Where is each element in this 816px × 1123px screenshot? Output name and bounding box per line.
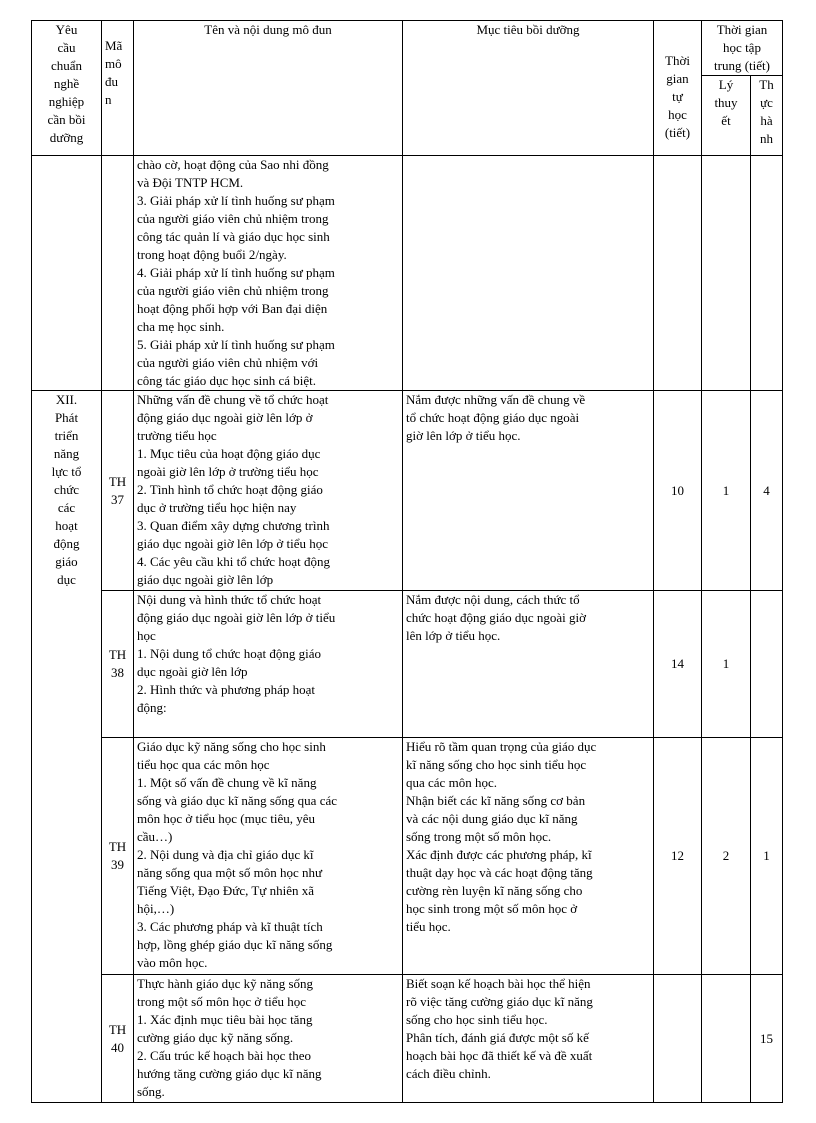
cell-practice: 4 [751,391,783,591]
cell-module-objective: Nắm được nội dung, cách thức tổ chức hoạt động giáo dục ngoài giờ lên lớp ở tiểu học. [403,591,654,738]
cell-content: chào cờ, hoạt động của Sao nhi đồng và Đội TNTP HCM. 3. Giải pháp xử lí tình huống sư phạm của người giáo viên chủ nhiệm trong công tác quản lí và giáo dục học sinh trong hoạt động buổi 2/ngày. 4. Giải pháp xử lí tình huống sư phạm của người giáo viên chủ nhiệm trong hoạt động phối hợp với Ban đại diện cha mẹ học sinh. 5. Giải pháp xử lí tình huống sư phạm của người giáo viên chủ nhiệm với công tác giáo dục học sinh cá biệt. [134,156,403,391]
header-objective: Mục tiêu bồi dưỡng [403,21,654,156]
cell-self-study: 14 [654,591,702,738]
header-row [32,21,783,76]
cell-module-code: TH 37 [102,391,134,591]
cell-practice: 15 [751,975,783,1103]
header-requirement: Yêu cầu chuẩn nghề nghiệp cần bồi dưỡng [32,21,102,156]
header-module-code: Mã mô đu n [102,21,134,156]
header-practice: Th ực hà nh [751,76,783,156]
cell-module-objective: Hiểu rõ tầm quan trọng của giáo dục kĩ năng sống cho học sinh tiểu học qua các môn học. Nhận biết các kĩ năng sống cơ bản và các nội dung giáo dục kĩ năng sống trong một số môn học. Xác định được các phương pháp, kĩ thuật dạy học và các hoạt động tăng cường rèn luyện kĩ năng sống cho học sinh trong một số môn học ở tiểu học. [403,738,654,975]
cell-module-code: TH 39 [102,738,134,975]
cell-module-content: Giáo dục kỹ năng sống cho học sinh tiểu học qua các môn học 1. Một số vấn đề chung về kĩ năng sống và giáo dục kĩ năng sống qua các môn học ở tiểu học (mục tiêu, yêu cầu…) 2. Nội dung và địa chỉ giáo dục kĩ năng sống qua một số môn học như Tiếng Việt, Đạo Đức, Tự nhiên xã hội,…) 3. Các phương pháp và kĩ thuật tích hợp, lồng ghép giáo dục kĩ năng sống vào môn học. [134,738,403,975]
table-row-module [32,975,783,1103]
cell-module-content: Thực hành giáo dục kỹ năng sống trong một số môn học ở tiểu học 1. Xác định mục tiêu bài học tăng cường giáo dục kỹ năng sống. 2. Cấu trúc kế hoạch bài học theo hướng tăng cường giáo dục kĩ năng sống. [134,975,403,1103]
cell-module-content: Những vấn đề chung về tổ chức hoạt động giáo dục ngoài giờ lên lớp ở trường tiểu học 1. Mục tiêu của hoạt động giáo dục ngoài giờ lên lớp ở trường tiểu học 2. Tình hình tổ chức hoạt động giáo dục ở trường tiểu học hiện nay 3. Quan điểm xây dựng chương trình giáo dục ngoài giờ lên lớp ở tiểu học 4. Các yêu cầu khi tổ chức hoạt động giáo dục ngoài giờ lên lớp [134,391,403,591]
cell-theory [702,975,751,1103]
header-self-study: Thời gian tự học (tiết) [654,21,702,156]
cell-theory: 1 [702,591,751,738]
cell-module-code: TH 40 [102,975,134,1103]
cell-self-study-empty [654,156,702,391]
header-group-study: Thời gian học tập trung (tiết) [702,21,783,76]
cell-theory: 2 [702,738,751,975]
curriculum-table [31,20,783,1103]
cell-module-objective: Nắm được những vấn đề chung về tổ chức hoạt động giáo dục ngoài giờ lên lớp ở tiểu học. [403,391,654,591]
cell-objective-empty [403,156,654,391]
cell-self-study: 12 [654,738,702,975]
cell-practice [751,591,783,738]
cell-module-objective: Biết soạn kế hoạch bài học thể hiện rõ việc tăng cường giáo dục kĩ năng sống cho học sinh tiểu học. Phân tích, đánh giá được một số kế hoạch bài học đã thiết kế và đề xuất cách điều chỉnh. [403,975,654,1103]
cell-practice: 1 [751,738,783,975]
cell-theory-empty [702,156,751,391]
cell-self-study: 10 [654,391,702,591]
cell-module-content: Nội dung và hình thức tổ chức hoạt động giáo dục ngoài giờ lên lớp ở tiểu học 1. Nội dung tổ chức hoạt động giáo dục ngoài giờ lên lớp 2. Hình thức và phương pháp hoạt động: [134,591,403,738]
cell-code-empty [102,156,134,391]
cell-theory: 1 [702,391,751,591]
cell-practice-empty [751,156,783,391]
table-row-module [32,391,783,591]
cell-section-requirement: XII. Phát triển năng lực tổ chức các hoạt động giáo dục [32,391,102,1103]
table-row-module [32,591,783,738]
table-row-module [32,738,783,975]
cell-self-study [654,975,702,1103]
header-theory: Lý thuy ết [702,76,751,156]
header-module-content: Tên và nội dung mô đun [134,21,403,156]
cell-module-code: TH 38 [102,591,134,738]
cell-requirement-empty [32,156,102,391]
table-row-continuation [32,156,783,391]
